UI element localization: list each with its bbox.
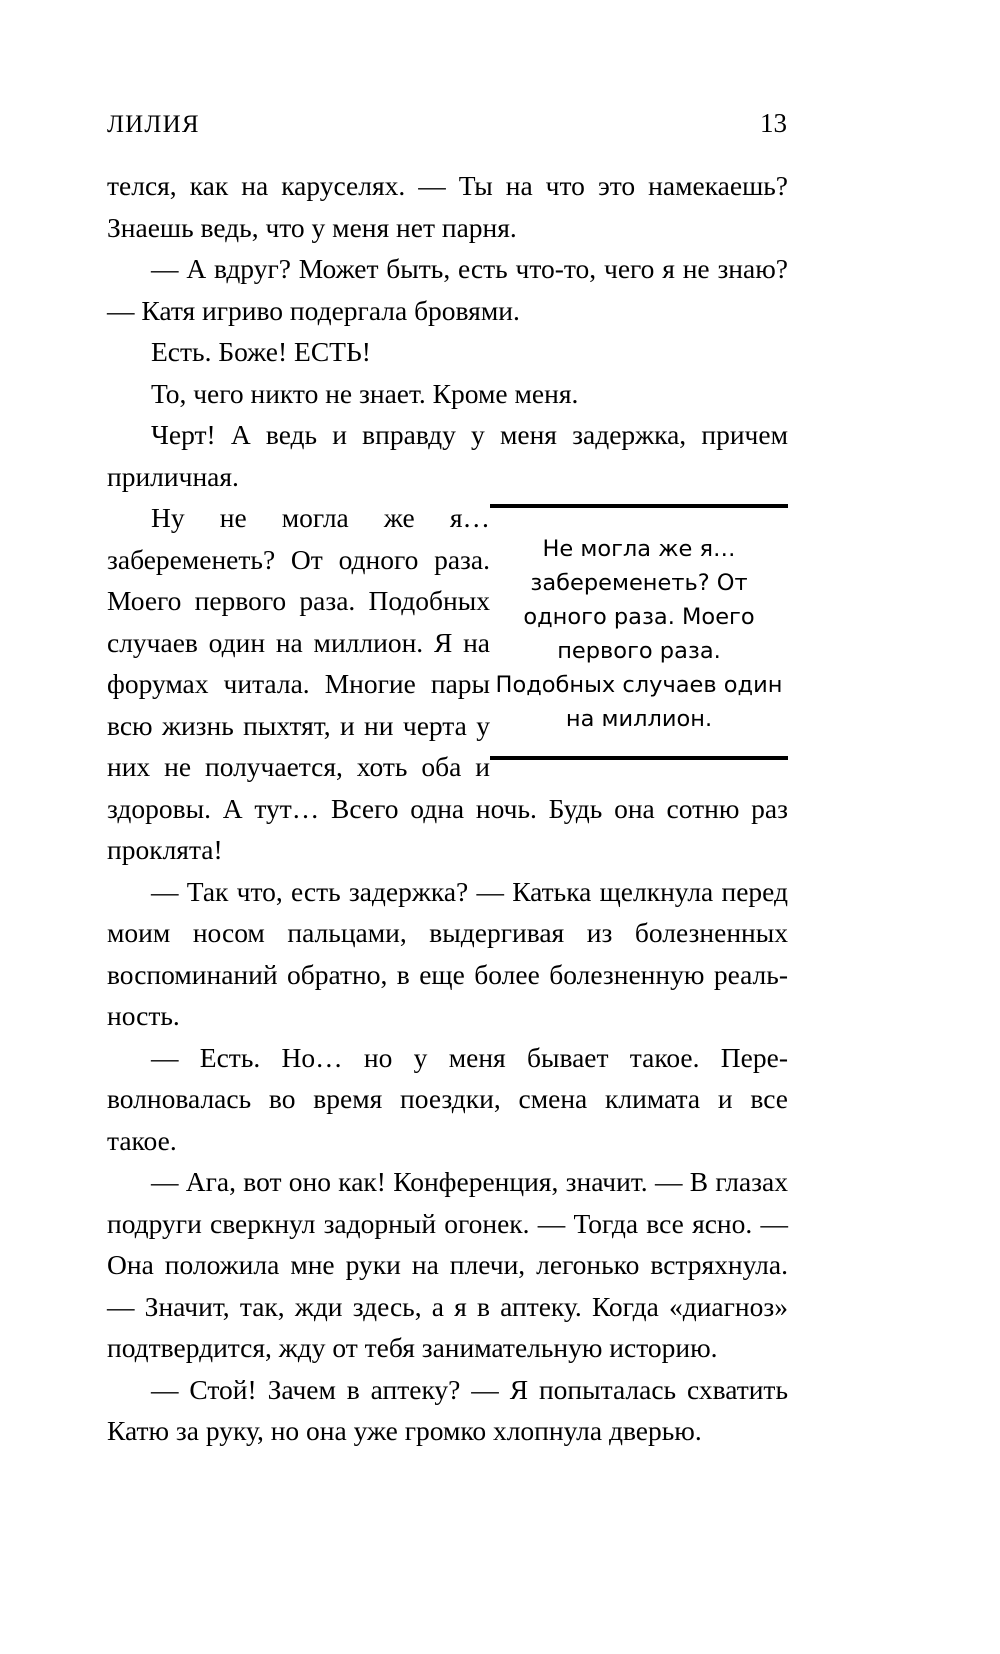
paragraph: — А вдруг? Может быть, есть что-то, чего я не знаю? — Катя игриво подергала бровями. bbox=[107, 253, 788, 326]
paragraph: Есть. Боже! ЕСТЬ! bbox=[151, 336, 371, 367]
pull-quote-container bbox=[490, 504, 788, 760]
paragraph: — Ага, вот оно как! Конференция, значит. — В глазах подруги сверкнул задорный огонек. — Тогда все ясно. — Она положила мне руки на плечи, легонько встряхнула. — Значит, так, жди здесь, а я в аптеку. Когда «диагноз» подтвердится, жду от тебя занимательную историю. bbox=[107, 1166, 788, 1363]
running-head bbox=[107, 108, 787, 139]
paragraph: — Стой! Зачем в аптеку? — Я попыталась схватить Катю за руку, но она уже громко хлопнула дверью. bbox=[107, 1373, 788, 1446]
paragraph: Черт! А ведь и вправду у меня задержка, причем приличная. bbox=[107, 419, 788, 492]
paragraph: телся, как на каруселях. — Ты на что это намекаешь? Знаешь ведь, что у меня нет парня. bbox=[107, 170, 788, 243]
paragraph: — Так что, есть задержка? — Катька щелкнула перед моим носом пальцами, выдергивая из болезненных воспоминаний обратно, в еще более болезненную реальность. bbox=[107, 875, 788, 1031]
paragraph: То, чего никто не знает. Кроме меня. bbox=[151, 377, 579, 409]
paragraph: Ну не могла же я… забеременеть? От одного раза. Моего первого раза. Подобных случаев один на миллион. Я на форумах читала. Многие пары всю жизнь пыхтят, и ни черта у них не получается, хоть оба и здоровы. А тут… Всего одна ночь. Будь она сотню раз проклята! bbox=[107, 502, 788, 865]
running-head-title: ЛИЛИЯ bbox=[107, 111, 200, 138]
wrap-zone bbox=[107, 497, 788, 1037]
text-column bbox=[107, 165, 788, 1452]
page-number: 13 bbox=[760, 108, 787, 138]
paragraph: — Есть. Но… но у меня бывает такое. Переволновалась во время поездки, смена климата и все такое. bbox=[107, 1041, 788, 1156]
pull-quote: Не могла же я… забеременеть? От одного раза. Моего первого раза. Подобных случаев один на миллион. bbox=[490, 504, 788, 760]
